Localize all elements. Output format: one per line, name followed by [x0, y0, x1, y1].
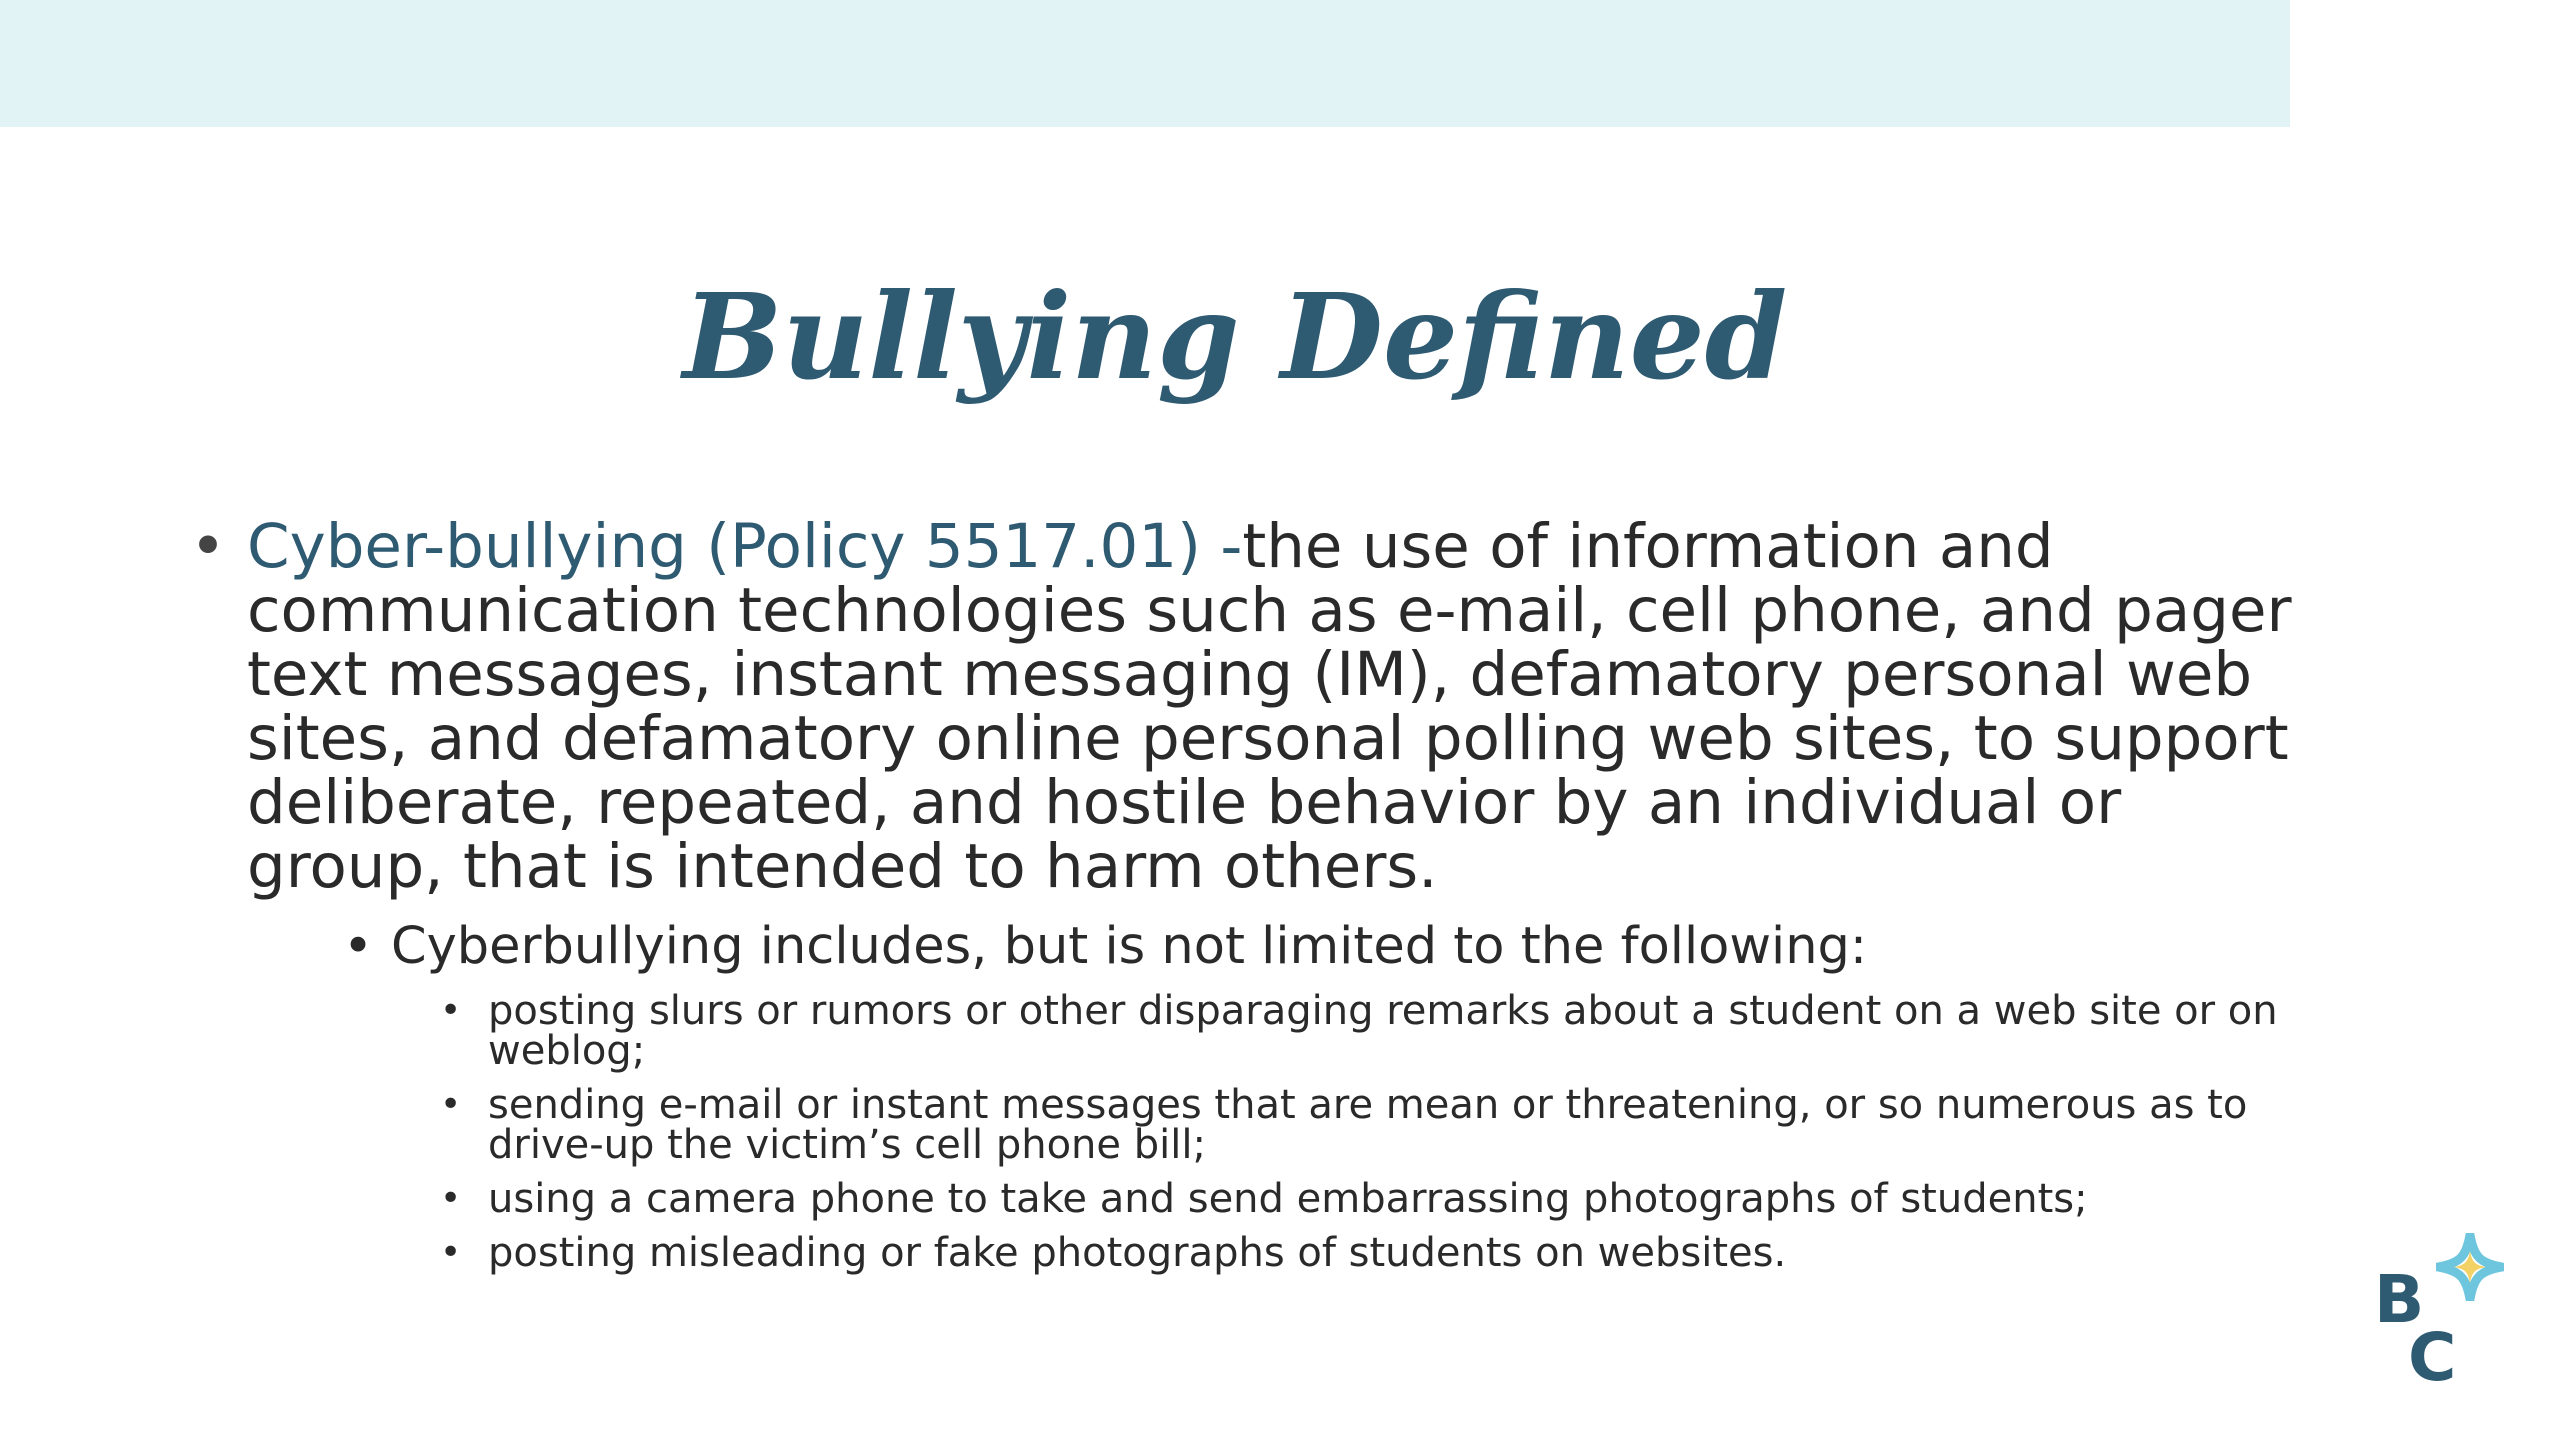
list-item-text: posting slurs or rumors or other disparaging remarks about a student on a web site or on weblog;: [488, 988, 2278, 1074]
examples-list: [190, 988, 2320, 1276]
list-item-text: posting misleading or fake photographs of students on websites.: [488, 1230, 1787, 1276]
logo-letter-c: C: [2408, 1319, 2457, 1396]
bullet-dot: •: [440, 1084, 462, 1125]
bc-logo: [2370, 1225, 2510, 1396]
list-item: [440, 988, 2320, 1074]
bullet-dot: •: [440, 1178, 462, 1219]
slide-title: Bullying Defined: [682, 267, 1788, 406]
sparkle-icon: [2436, 1233, 2504, 1301]
list-item: [440, 1230, 2320, 1276]
list-item-text: using a camera phone to take and send embarrassing photographs of students;: [488, 1176, 2088, 1222]
bullet-dot: •: [440, 1232, 462, 1273]
bullet-definition: the use of information and communication technologies such as e-mail, cell phone, and pager text messages, instant messaging (IM), defamatory personal web sites, and defamatory online personal polling web sites, to support deliberate, repeated, and hostile behavior by an individual or group, that is intended to harm others.: [247, 511, 2292, 902]
bullet-term: Cyber-bullying (Policy 5517.01) -: [247, 511, 1243, 582]
logo-letter-b: B: [2374, 1261, 2425, 1338]
slide-content: [190, 511, 2320, 1276]
bullet-dot: •: [190, 511, 226, 582]
bullet-dot: •: [440, 990, 462, 1031]
bullet-dot: •: [343, 917, 374, 976]
header-band: [0, 0, 2290, 127]
sub-bullet-text: Cyberbullying includes, but is not limited to the following:: [391, 917, 1868, 976]
list-item: [440, 1082, 2320, 1168]
main-bullet: [190, 511, 2320, 902]
sub-bullet: [343, 917, 2320, 977]
list-item: [440, 1176, 2320, 1222]
list-item-text: sending e-mail or instant messages that are mean or threatening, or so numerous as to drive-up the victim’s cell phone bill;: [488, 1082, 2248, 1168]
